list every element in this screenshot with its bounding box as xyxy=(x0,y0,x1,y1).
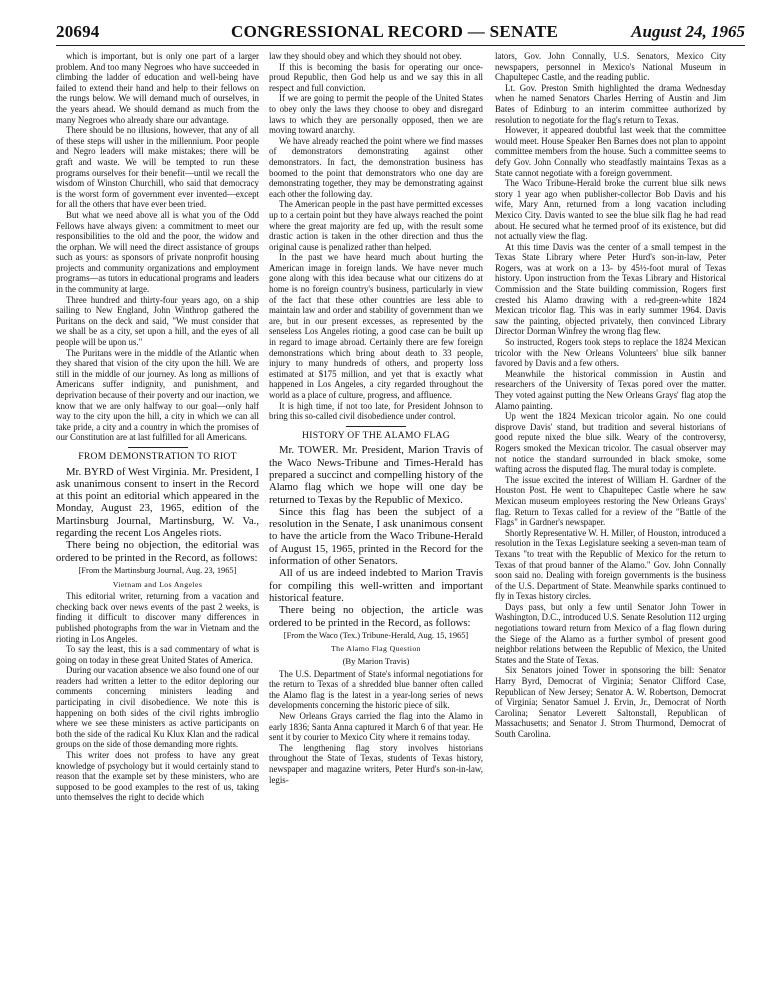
header-rule xyxy=(56,45,745,46)
paragraph: During our vacation absence we also found one of our readers had written a letter to the editor deploring our comments concerning ministers leading and participating in civil disobedience. We note this is happening on both sides of the civil rights imbroglio where we see these ministers as active participants on both the side of the radical Ku Klux Klan and the radical groups on the side of those demanding more rights. xyxy=(56,665,259,750)
paragraph: There being no objection, the article was ordered to be printed in the Record, as follows: xyxy=(269,604,483,629)
paragraph: We have already reached the point where we find masses of demonstrators demonstrating against other demonstrators. In fact, the demonstration business has boomed to the point that demonstrators who one day are demonstrating together, they may be demonstrating against each other the following day. xyxy=(269,135,483,199)
paragraph: In the past we have heard much about hurting the American image in foreign lands. We have never much gone along with this idea because what our citizens do at home is no foreign country's business, particularly in view of the fact that these other countries are less able to maintain law and order and stability of government than we are, but in our present excesses, as represented by the senseless Los Angeles rioting, a good case can be built up in regard to image abroad. Certainly there are few foreign demonstrations which bring about death to 33 people, injury to many hundreds of others, and property loss estimated at $175 million, and yet that is exactly what happened in Los Angeles, a city regarded throughout the world as a place of culture, progress, and affluence. xyxy=(269,252,483,400)
paragraph: Six Senators joined Tower in sponsoring the bill: Senator Harry Byrd, Democrat of Virginia; Senator Clifford Case, Republican of New Jersey; Senator A. W. Robertson, Democrat of Virginia; Senator Samuel J. Ervin, Jr., Democrat of North Carolina; Senator Leverett Saltonstall, Republican of Massachusetts; and Senator J. Strom Thurmond, Democrat of South Carolina. xyxy=(495,665,726,739)
paragraph: At this time Davis was the center of a small tempest in the Texas State Library where Peter Hurd's son-in-law, Peter Rogers, was at work on a 13- by 45½-foot mural of Texas history. Upon instruction from the Texas Library and Historical Commission and the State building commission, Rogers first crested his Alamo drawing with a red-green-white 1824 Mexican tricolor flag. This was in early summer 1964. Davis saw the painting, objected privately, then convinced Library Director Dorman Winfrey the wrong flag flew. xyxy=(495,241,726,337)
paragraph: The American people in the past have permitted excesses up to a certain point but they have always reached the point where the great majority are fed up, with the result some drastic action is taken in the other direction and thus the original cause is penalized rather than helped. xyxy=(269,199,483,252)
page-header xyxy=(56,22,745,44)
section-divider xyxy=(346,426,406,427)
paragraph: Mr. BYRD of West Virginia. Mr. President, I ask unanimous consent to insert in the Record at this point an editorial which appeared in the Monday, August 23, 1965, edition of the Martinsburg Journal, Martinsburg, W. Va., regarding the recent Los Angeles riots. xyxy=(56,465,259,540)
paragraph: The Puritans were in the middle of the Atlantic when they shared that vision of the city upon the hill. We are still in the middle of our journey. As long as millions of Americans suffer indignity, and punishment, and deprivation because of their poverty and our inaction, we know that we are only halfway to our goal—only half way to the city upon the hill, a city in which we can all take pride, a city and a country in which the promises of our Constitution are at last fulfilled for all Americans. xyxy=(56,347,259,443)
paragraph: However, it appeared doubtful last week that the committee would meet. House Speaker Ben Barnes does not plan to appoint committee members from the house. Such a committee seems to defy Gov. John Connally who steadfastly maintains Texas as a State cannot negotiate with a foreign government. xyxy=(495,125,726,178)
paragraph: lators, Gov. John Connally, U.S. Senators, Mexico City newspapers, personnel in Mexico's National Museum in Chapultepec Castle, and the reading public. xyxy=(495,51,726,83)
paragraph: The U.S. Department of State's informal negotiations for the return to Texas of a shredded blue banner often called the Alamo flag is the latest in a year-long series of news developments concerning the historic piece of silk. xyxy=(269,668,483,711)
paragraph: law they should obey and which they should not obey. xyxy=(269,51,462,61)
paragraph: The issue excited the interest of William H. Gardner of the Houston Post. He went to Chapultepec Castle where he saw Mexican museum employees restoring the New Orleans Grays' flag. Return to Texas called for a review of the "Battle of the Flags" in Gardner's newspaper. xyxy=(495,474,726,528)
paragraph: New Orleans Grays carried the flag into the Alamo in early 1836; Santa Anna captured it March 6 of that year. He sent it by courier to Mexico City where it remains today. xyxy=(269,710,483,743)
article-subhead: Vietnam and Los Angeles xyxy=(112,579,203,589)
paragraph: Mr. TOWER. Mr. President, Marion Travis of the Waco News-Tribune and Times-Herald has prepared a succinct and compelling history of the Alamo flag which we hope will one day be returned to Texas by the Republic of Mexico. xyxy=(269,444,483,506)
paragraph: Lt. Gov. Preston Smith highlighted the drama Wednesday when he named Senators Charles Herring of Austin and Jim Bates of Edinburg to an interim committee authorized by resolution to negotiate for the flag's return to Texas. xyxy=(495,82,726,125)
column-1 xyxy=(56,51,259,803)
paragraph: There should be no illusions, however, that any of all of these steps will usher in the millennium. Poor people and Negro leaders will make mistakes; there will be graft and waste. We will be tempted to run these programs ourselves for their benefit—until we recall the wisdom of Winston Churchill, who said that democracy is the worst form of government ever invented—except for all the others that have ever been tried. xyxy=(56,125,259,210)
column-2 xyxy=(269,51,483,785)
column-3 xyxy=(495,51,726,740)
source-line: [From the Waco (Tex.) Tribune-Herald, Aug. 15, 1965] xyxy=(283,630,469,640)
paragraph: All of us are indeed indebted to Marion Travis for compiling this well-written and important historical feature. xyxy=(269,567,483,604)
paragraph: There being no objection, the editorial was ordered to be printed in the Record, as follows: xyxy=(56,539,259,564)
source-line: [From the Martinsburg Journal, Aug. 23, 1965] xyxy=(78,565,237,575)
section-title: FROM DEMONSTRATION TO RIOT xyxy=(78,450,237,462)
paragraph: If this is becoming the basis for operating our once-proud Republic, then God help us and we say this in all respect and full conviction. xyxy=(269,61,483,93)
speech-intro xyxy=(56,466,259,564)
section-title: HISTORY OF THE ALAMO FLAG xyxy=(301,429,451,441)
paragraph: The Waco Tribune-Herald broke the current blue silk news story 1 year ago when publisher-collector Bob Davis and his wife, Mary Ann, returned from a long vacation including Mexico City. Davis wanted to see the blue silk flag he had read about. He secured what he termed proof of its existence, but did not actually view the flag. xyxy=(495,178,726,242)
paragraph: So instructed, Rogers took steps to replace the 1824 Mexican tricolor with the New Orleans Volunteers' blue silk banner favored by Davis and a few others. xyxy=(495,337,726,369)
section-divider xyxy=(128,447,188,448)
issue-date: August 24, 1965 xyxy=(631,22,745,41)
paragraph: This editorial writer, returning from a vacation and checking back over news events of the past 2 weeks, is finding it difficult to discover many differences in published photographs from the war in Vietnam and the rioting in Los Angeles. xyxy=(56,591,259,644)
paragraph: But what we need above all is what you of the Odd Fellows have always given: a commitment to meet our responsibilities to the old and the poor, the widow and the orphan. We will need the direct assistance of groups such as yours: as sponsors of private nonprofit housing projects and community organizations and employment programs—as tutors in educational programs and leaders in the community at large. xyxy=(56,209,259,295)
paragraph: Up went the 1824 Mexican tricolor again. No one could disprove Davis' stand, but tradition and several historians of good repute nixed the blue silk. Weary of the controversy, Rogers smoked the Mexican tricolor. The casual observer may not notice the standard surrounded in black smoke, some wafting across the disputed flag. The mural today is complete. xyxy=(495,411,726,475)
paragraph: This writer does not profess to have any great knowledge of psychology but it would certainly stand to reason that the example set by these ministers, who are supposed to be good examples to the rest of us, taking unto themselves the right to decide which xyxy=(56,750,259,803)
paragraph: which is important, but is only one part of a larger problem. And too many Negroes who have succeeded in climbing the ladder of education and well-being have failed to extend their hand and help to their fellows on the rungs below. We will demand much of ourselves, in the years ahead. We should demand as much from the many Negroes who already share our advantage. xyxy=(56,51,259,125)
speech-intro xyxy=(269,444,483,628)
article-subhead: The Alamo Flag Question xyxy=(331,644,421,654)
paragraph: Meanwhile the historical commission in Austin and researchers of the University of Texas pored over the matter. They voted against putting the New Orleans Grays' flag atop the Alamo painting. xyxy=(495,368,726,411)
paragraph: Three hundred and thirty-four years ago, on a ship sailing to New England, John Winthrop gathered the Puritans on the deck and said, "We must consider that we shall be as a city, set upon a hill, and the eyes of all people will be upon us." xyxy=(56,294,259,348)
paragraph: Days pass, but only a few until Senator John Tower in Washington, D.C., introduced U.S. Senate Resolution 112 urging negotiations toward return from Mexico of a flag flown during the Siege of the Alamo as a further symbol of present good neighbor relations between the Republic of Mexico, the United States and the State of Texas. xyxy=(495,601,726,665)
publication-title: CONGRESSIONAL RECORD — SENATE xyxy=(231,22,559,41)
paragraph: Shortly Representative W. H. Miller, of Houston, introduced a resolution in the Texas Legislature seeking a seven-man team of Texans "to treat with the Republic of Mexico for the return to Texas of that proud banner of the Alamo." Gov. John Connally soon said no. Dealing with foreign governments is the business of the U.S. Department of State. Meanwhile sparks continued to fly in Texas history circles. xyxy=(495,527,726,602)
paragraph: To say the least, this is a sad commentary of what is going on today in these great United States of America. xyxy=(56,644,259,665)
paragraph: Since this flag has been the subject of a resolution in the Senate, I ask unanimous consent to have the article from the Waco Tribune-Herald of August 15, 1965, printed in the Record for the information of other Senators. xyxy=(269,505,483,568)
byline: (By Marion Travis) xyxy=(342,656,410,667)
paragraph: It is high time, if not too late, for President Johnson to bring this so-called civil disobedience under control. xyxy=(269,400,483,422)
paragraph: If we are going to permit the people of the United States to obey only the laws they choose to obey and disregard laws to which they are personally opposed, then we are moving toward anarchy. xyxy=(269,93,483,136)
paragraph: The lengthening flag story involves historians throughout the State of Texas, students of Texas history, newspaper and magazine writers, Peter Hurd's son-in-law, legis- xyxy=(269,742,483,785)
page-number: 20694 xyxy=(56,22,100,41)
